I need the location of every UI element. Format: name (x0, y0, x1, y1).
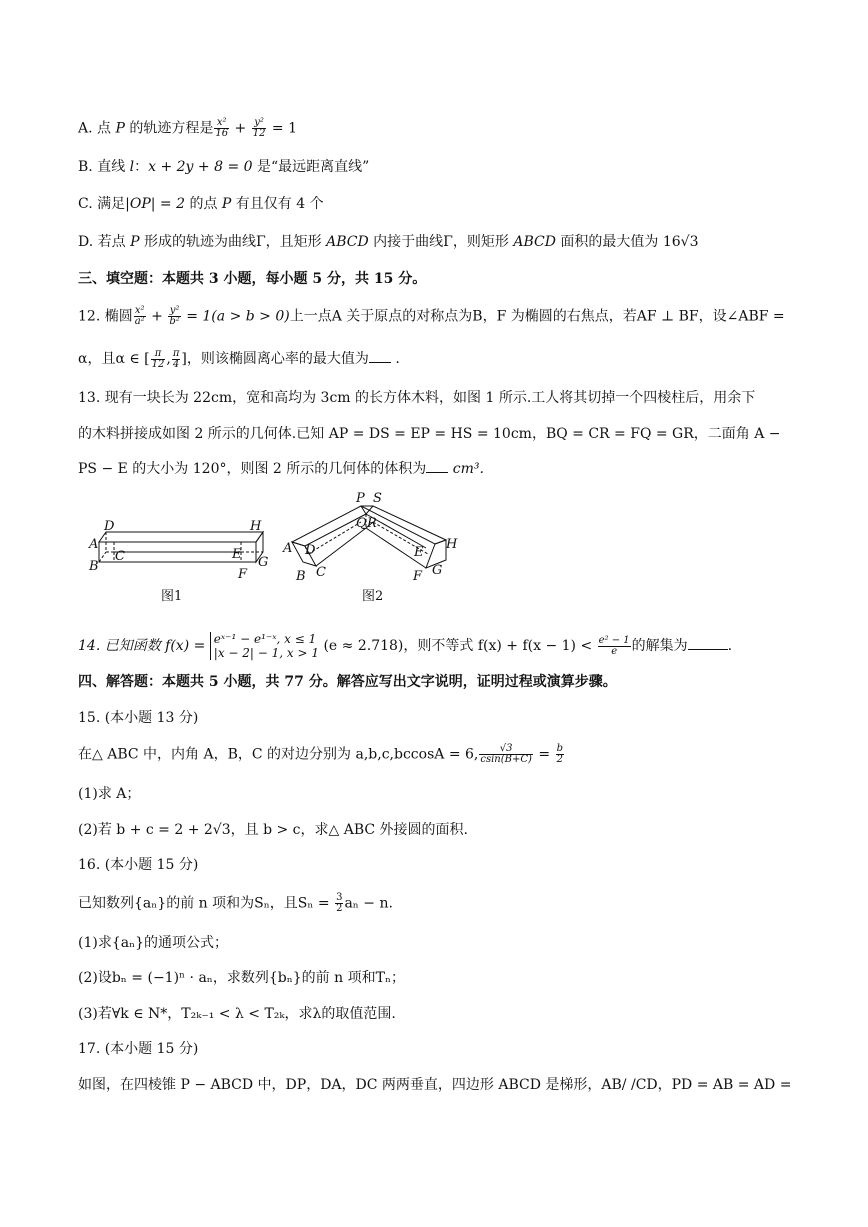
q12-alpha: α，且α ∈ [ (78, 351, 150, 367)
option-c-mid: 的点 (185, 196, 222, 212)
var-l: l (129, 159, 135, 175)
figure-1-caption: 图1 (161, 589, 183, 604)
numerator: b (556, 743, 563, 754)
fig2-label-p: P (356, 491, 365, 506)
q14-ask: 的解集为 (631, 638, 688, 654)
denominator: e (611, 645, 618, 657)
figure-1-labels (88, 519, 268, 582)
var-abcd: ABCD (513, 234, 556, 250)
option-a-mid: 的轨迹方程是 (124, 120, 214, 137)
line-equation: x + 2y + 8 = 0 (148, 159, 253, 175)
fig2-label-q: Q (356, 516, 367, 531)
fig1-label-f: F (238, 567, 248, 582)
option-d-part: 内接于曲线Γ，则矩形 (368, 234, 514, 250)
section-3-heading: 三、填空题：本题共 3 小题，每小题 5 分，共 15 分。 (78, 271, 427, 287)
fig2-label-c: C (316, 565, 326, 580)
question-13-line1: 13. 现有一块长为 22cm，宽和高均为 3cm 的长方体木料，如图 1 所示.工人将其切掉一个四棱柱后，用余下 (78, 390, 756, 406)
q14-lead: 14. 已知函数 f(x) = (78, 638, 210, 654)
fraction (134, 306, 146, 327)
fig2-label-g: G (432, 563, 443, 578)
numerator: y² (169, 305, 180, 316)
q14-inequality: (e ≈ 2.718)，则不等式 f(x) + f(x − 1) < (319, 638, 597, 654)
question-15-part-1: (1)求 A； (78, 786, 141, 802)
var-p: P (221, 196, 232, 212)
fig1-label-g: G (258, 555, 269, 570)
question-12-line2 (78, 348, 788, 370)
piecewise-case-1: eˣ⁻¹ − e¹⁻ˣ, x ≤ 1 (213, 632, 317, 646)
fig2-label-e: E (414, 545, 424, 560)
fig1-label-h: H (250, 519, 262, 534)
q12-equation: = 1(a > b > 0) (181, 308, 290, 325)
fraction (214, 118, 229, 139)
fig2-label-s: S (373, 491, 382, 506)
option-c-tail: 有且仅有 4 个 (231, 196, 324, 212)
fraction (151, 349, 166, 370)
numerator: x² (134, 305, 145, 316)
question-15-statement (78, 744, 788, 765)
plus-sign: + (146, 308, 168, 325)
fraction (335, 893, 343, 914)
option-b-tail: 是“最远距离直线” (252, 159, 370, 175)
figure-2-caption: 图2 (362, 589, 384, 604)
question-17-heading: 17. (本小题 15 分) (78, 1041, 199, 1057)
question-16-part-1: (1)求{aₙ}的通项公式； (78, 935, 229, 951)
fig1-label-e: E (232, 547, 242, 562)
numerator: π (172, 347, 180, 359)
option-d-part: 形成的轨迹为曲线Γ，且矩形 (139, 234, 327, 250)
question-16-statement (78, 893, 788, 914)
comma: , (166, 351, 171, 367)
option-a (78, 118, 788, 139)
option-d-part: D. 若点 (78, 234, 131, 250)
fraction (479, 744, 533, 765)
numerator: √3 (479, 744, 533, 755)
fraction (556, 744, 564, 765)
denominator: 12 (151, 358, 165, 370)
denominator: 2 (556, 754, 563, 765)
question-16-part-2: (2)设bₙ = (−1)ⁿ · aₙ，求数列{bₙ}的前 n 项和Tₙ； (78, 970, 405, 986)
figure-2-labels (282, 491, 458, 584)
fig2-label-f: F (413, 569, 423, 584)
var-p: P (130, 234, 140, 250)
denominator: csin(B+C) (480, 754, 532, 765)
fig1-label-a: A (89, 537, 99, 552)
fig2-label-b: B (296, 569, 306, 584)
fig2-label-h: H (446, 537, 458, 552)
option-a-tail: = 1 (267, 120, 297, 137)
option-c-lead: C. 满足 (78, 196, 126, 212)
numerator: e² − 1 (598, 634, 630, 646)
numerator: x² (214, 118, 229, 129)
option-c (78, 194, 788, 214)
question-15-part-2: (2)若 b + c = 2 + 2√3，且 b > c，求△ ABC 外接圆的面积. (78, 822, 468, 838)
question-13-line2: 的木料拼接成如图 2 所示的几何体.已知 AP = DS = EP = HS = 10cm，BQ = CR = FQ = GR，二面角 A − (78, 426, 781, 442)
question-16-heading: 16. (本小题 15 分) (78, 857, 199, 873)
option-b-lead: B. 直线 (78, 159, 130, 175)
q12-lead: 12. 椭圆 (78, 308, 133, 325)
q13-ask: PS − E 的大小为 120°，则图 2 所示的几何体的体积为 (78, 461, 427, 477)
var-p: P (115, 120, 125, 137)
fig1-label-b: B (89, 559, 99, 574)
denominator: b² (169, 316, 180, 327)
piecewise-function (210, 632, 319, 660)
var-abcd: ABCD (326, 234, 369, 250)
denominator: 2 (336, 903, 343, 914)
figures (78, 488, 478, 603)
equals: = (533, 746, 555, 763)
q16-text-tail: aₙ − n. (344, 895, 393, 912)
denominator: 12 (252, 128, 266, 139)
q16-text: 已知数列{aₙ}的前 n 项和为Sₙ，且Sₙ = (78, 895, 335, 912)
fraction (598, 636, 631, 657)
option-d (78, 232, 788, 252)
numerator: 3 (336, 892, 343, 903)
answer-blank[interactable] (688, 635, 728, 650)
question-13-line3 (78, 458, 788, 479)
fig2-label-d: D (305, 543, 316, 558)
figure-svg (78, 488, 478, 603)
answer-blank[interactable] (369, 348, 391, 363)
q12-ask: ]，则该椭圆离心率的最大值为 (181, 351, 369, 367)
q12-rest: 上一点A 关于原点的对称点为B，F 为椭圆的右焦点，若AF ⊥ BF，设∠ABF = (289, 308, 785, 325)
question-14 (78, 632, 788, 660)
denominator: 4 (172, 358, 180, 370)
section-4-heading: 四、解答题：本题共 5 小题，共 77 分。解答应写出文字说明，证明过程或演算步骤。 (78, 674, 617, 690)
denominator: a² (134, 316, 145, 327)
piecewise-case-2: |x − 2| − 1, x > 1 (213, 646, 320, 660)
q14-end: . (727, 638, 733, 654)
fig1-label-c: C (115, 549, 125, 564)
fig2-label-a: A (283, 541, 293, 556)
q13-unit: cm³. (448, 461, 484, 477)
q15-text: 在△ ABC 中，内角 A，B，C 的对边分别为 a,b,c,bccosA = 6, (78, 746, 479, 763)
answer-blank[interactable] (426, 458, 448, 473)
fig2-label-r: R (367, 516, 377, 531)
fraction (252, 118, 267, 139)
numerator: y² (252, 118, 267, 129)
denominator: 16 (215, 128, 229, 139)
fraction (168, 306, 180, 327)
option-a-lead: A. 点 (78, 120, 116, 137)
q12-end: . (390, 351, 400, 367)
question-12-line1 (78, 306, 788, 327)
option-b (78, 157, 788, 177)
question-16-part-3: (3)若∀k ∈ N*，T₂ₖ₋₁ < λ < T₂ₖ，求λ的取值范围. (78, 1006, 396, 1022)
question-15-heading: 15. (本小题 13 分) (78, 710, 199, 726)
option-d-part: 面积的最大值为 16√3 (555, 234, 699, 250)
colon: ： (134, 159, 149, 175)
fraction (172, 349, 181, 370)
numerator: π (151, 349, 166, 360)
fig1-label-d: D (104, 519, 115, 534)
plus-sign: + (230, 120, 251, 137)
abs-op: |OP| = 2 (125, 196, 185, 212)
question-17-statement: 如图，在四棱锥 P − ABCD 中，DP，DA，DC 两两垂直，四边形 ABCD 是梯形，AB/ /CD，PD = AB = AD = (78, 1077, 792, 1093)
